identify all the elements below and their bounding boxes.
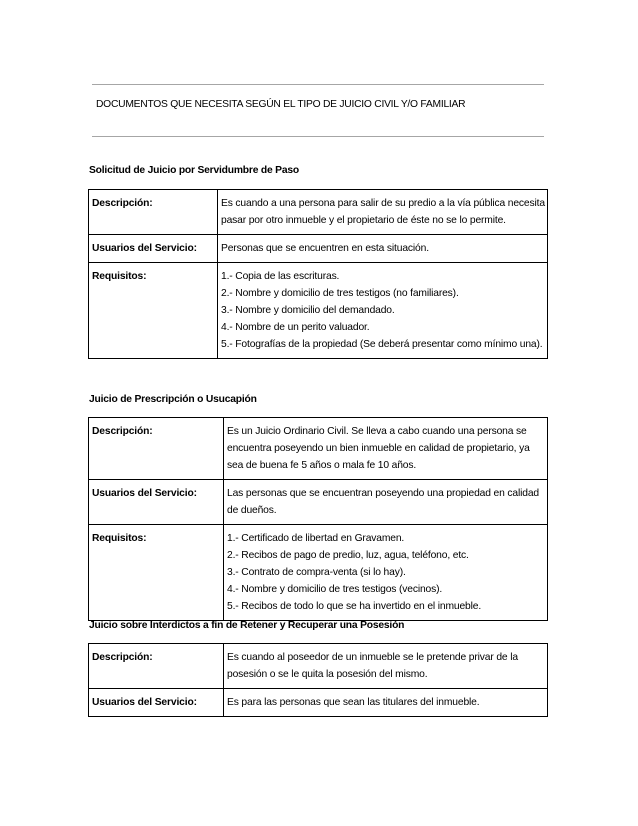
section-title-interdictos: Juicio sobre Interdictos a fin de Retener y Recuperar una Posesión [89, 620, 405, 631]
requisito-item: 2.- Recibos de pago de predio, luz, agua, teléfono, etc. [227, 550, 469, 561]
descripcion-label: Descripción: [89, 190, 218, 235]
table-row-requisitos [89, 263, 548, 359]
table-row-descripcion [89, 644, 548, 689]
table-row-requisitos [89, 525, 548, 621]
table-interdictos [88, 643, 548, 717]
requisito-item: 4.- Nombre de un perito valuador. [221, 322, 370, 333]
header-rule-top [92, 84, 544, 85]
requisito-item: 2.- Nombre y domicilio de tres testigos (no familiares). [221, 288, 459, 299]
descripcion-value: Es cuando al poseedor de un inmueble se le pretende privar de la posesión o se le quita la posesión del mismo. [224, 644, 548, 689]
requisitos-list [218, 263, 548, 359]
requisito-item: 1.- Copia de las escrituras. [221, 271, 340, 282]
usuarios-label: Usuarios del Servicio: [89, 480, 224, 525]
requisitos-list [224, 525, 548, 621]
requisitos-label: Requisitos: [89, 525, 224, 621]
descripcion-value: Es un Juicio Ordinario Civil. Se lleva a cabo cuando una persona se encuentra poseyendo un bien inmueble en calidad de propietario, ya sea de buena fe 5 años o mala fe 10 años. [224, 418, 548, 480]
requisito-item: 5.- Recibos de todo lo que se ha invertido en el inmueble. [227, 601, 482, 612]
descripcion-label: Descripción: [89, 644, 224, 689]
descripcion-value: Es cuando a una persona para salir de su predio a la vía pública necesita pasar por otro inmueble y el propietario de éste no se lo permite. [218, 190, 548, 235]
requisito-item: 3.- Contrato de compra-venta (si lo hay). [227, 567, 406, 578]
usuarios-label: Usuarios del Servicio: [89, 235, 218, 263]
table-row-usuarios [89, 235, 548, 263]
table-row-usuarios [89, 689, 548, 717]
requisito-item: 5.- Fotografías de la propiedad (Se deberá presentar como mínimo una). [221, 339, 543, 350]
descripcion-label: Descripción: [89, 418, 224, 480]
document-title: DOCUMENTOS QUE NECESITA SEGÚN EL TIPO DE JUICIO CIVIL Y/O FAMILIAR [96, 99, 466, 110]
header-rule-bottom [92, 136, 544, 137]
table-row-descripcion [89, 418, 548, 480]
usuarios-value: Personas que se encuentren en esta situación. [218, 235, 548, 263]
section-title-prescripcion: Juicio de Prescripción o Usucapión [89, 394, 257, 405]
usuarios-label: Usuarios del Servicio: [89, 689, 224, 717]
section-title-servidumbre: Solicitud de Juicio por Servidumbre de Paso [89, 165, 299, 176]
table-row-usuarios [89, 480, 548, 525]
usuarios-value: Las personas que se encuentran poseyendo una propiedad en calidad de dueños. [224, 480, 548, 525]
requisito-item: 4.- Nombre y domicilio de tres testigos (vecinos). [227, 584, 443, 595]
requisitos-label: Requisitos: [89, 263, 218, 359]
requisito-item: 3.- Nombre y domicilio del demandado. [221, 305, 395, 316]
table-prescripcion [88, 417, 548, 621]
requisito-item: 1.- Certificado de libertad en Gravamen. [227, 533, 405, 544]
table-servidumbre [88, 189, 548, 359]
usuarios-value: Es para las personas que sean las titulares del inmueble. [224, 689, 548, 717]
table-row-descripcion [89, 190, 548, 235]
